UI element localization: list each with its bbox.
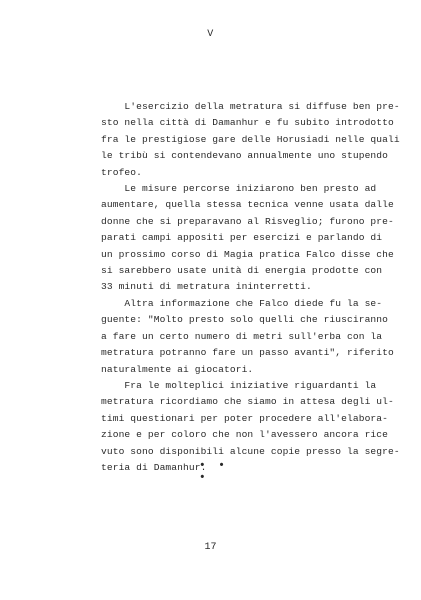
page-number: 17 [204, 542, 217, 553]
text-line: guente: "Molto presto solo quelli che riusciranno [101, 314, 389, 326]
paragraph-3 [101, 296, 394, 378]
text-line: fra le prestigiose gare delle Horusiadi nelle quali [101, 133, 400, 145]
text-line: teria di Damanhur. [101, 461, 207, 473]
text-line: sto nella città di Damanhur e fu subito introdotto [101, 117, 394, 129]
paragraph-2 [101, 181, 394, 296]
text-line: vuto sono disponibili alcune copie presso la segre- [101, 445, 400, 457]
text-line: 33 minuti di metratura ininterretti. [101, 281, 312, 293]
text-line: trofeo. [101, 166, 143, 178]
text-line: Fra le molteplici iniziative riguardanti la [101, 379, 377, 391]
text-line: L'esercizio della metratura si diffuse ben pre- [101, 101, 400, 112]
text-line: naturalmente ai giocatori. [101, 363, 254, 375]
body-text [101, 99, 400, 476]
text-line: aumentare, quella stessa tecnica venne usata dalle [101, 199, 394, 211]
text-line: Le misure percorse iniziarono ben presto ad [101, 183, 377, 195]
paragraph-4 [101, 378, 400, 476]
text-line: donne che si preparavano al Risveglio; furono pre- [101, 215, 394, 227]
section-mark: V [207, 29, 214, 40]
text-line: Altra informazione che Falco diede fu la se- [101, 297, 383, 309]
text-line: timi questionari per poter procedere all'elabora- [101, 412, 389, 424]
text-line: parati campi appositi per esercizi e parlando di [101, 232, 383, 244]
text-line: le tribù si contendevano annualmente uno stupendo [101, 150, 389, 162]
text-line: zione e per coloro che non l'avessero ancora rice [101, 429, 389, 441]
text-line: si sarebbero usate unità di energia prodotte con [101, 265, 383, 277]
text-line: metratura potranno fare un passo avanti", riferito [101, 347, 394, 359]
text-line: metratura ricordiamo che siamo in attesa degli ul- [101, 396, 394, 408]
paragraph-1 [101, 99, 400, 181]
text-line: a fare un certo numero di metri sull'erba con la [101, 330, 383, 342]
text-line: un prossimo corso di Magia pratica Falco disse che [101, 248, 394, 260]
section-separator: • • • [199, 460, 228, 484]
